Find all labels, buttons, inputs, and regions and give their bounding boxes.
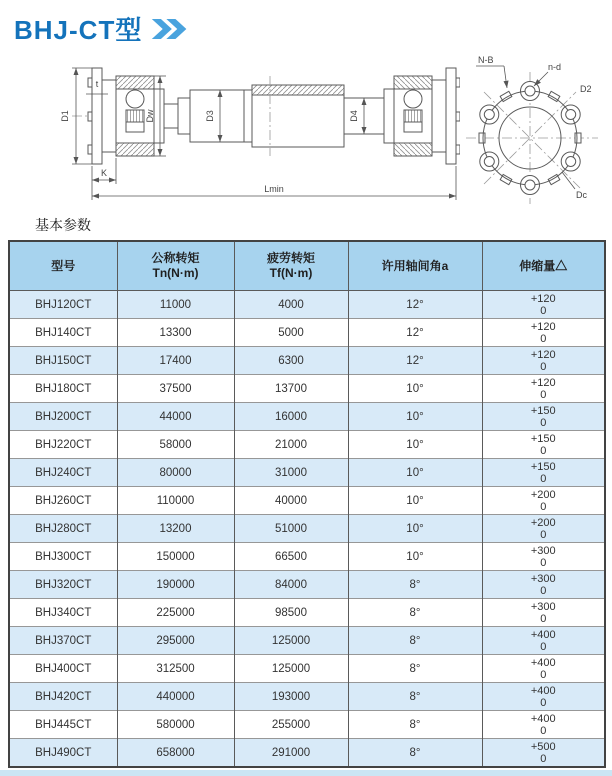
extension-lower: 0 <box>540 472 547 485</box>
cell-allowable-angle: 10° <box>348 543 482 571</box>
table-row <box>9 291 605 319</box>
cell-nominal-torque: 11000 <box>117 291 234 319</box>
cell-allowable-angle: 10° <box>348 431 482 459</box>
extension-upper: +120 <box>530 292 556 305</box>
dim-label-d4: D4 <box>349 110 359 122</box>
cell-nominal-torque: 58000 <box>117 431 234 459</box>
cell-allowable-angle: 8° <box>348 599 482 627</box>
cell-extension <box>482 431 605 459</box>
dim-label-nb: N-B <box>478 55 494 65</box>
cell-model: BHJ280CT <box>9 515 117 543</box>
cell-allowable-angle: 12° <box>348 291 482 319</box>
extension-upper: +120 <box>530 376 556 389</box>
extension-lower: 0 <box>540 556 547 569</box>
cell-extension <box>482 459 605 487</box>
cell-model: BHJ420CT <box>9 683 117 711</box>
extension-lower: 0 <box>540 640 547 653</box>
cell-fatigue-torque: 40000 <box>234 487 348 515</box>
extension-lower: 0 <box>540 500 547 513</box>
cell-model: BHJ370CT <box>9 627 117 655</box>
table-row <box>9 571 605 599</box>
cell-nominal-torque: 150000 <box>117 543 234 571</box>
cell-model: BHJ150CT <box>9 347 117 375</box>
cell-model: BHJ300CT <box>9 543 117 571</box>
cell-fatigue-torque: 98500 <box>234 599 348 627</box>
table-row <box>9 655 605 683</box>
dim-label-d2: D2 <box>580 84 592 94</box>
cell-allowable-angle: 8° <box>348 655 482 683</box>
cell-extension <box>482 655 605 683</box>
cell-model: BHJ260CT <box>9 487 117 515</box>
cell-extension <box>482 739 605 768</box>
table-row <box>9 627 605 655</box>
cell-extension <box>482 291 605 319</box>
table-row <box>9 431 605 459</box>
col-header-fatigue-torque-unit: Tf(N·m) <box>269 266 313 280</box>
params-table-head <box>9 241 605 291</box>
extension-lower: 0 <box>540 752 547 765</box>
extension-lower: 0 <box>540 360 547 373</box>
dim-label-lmin: Lmin <box>264 184 284 194</box>
dim-label-dc: Dc <box>576 190 587 200</box>
table-row <box>9 487 605 515</box>
extension-upper: +300 <box>530 544 556 557</box>
extension-lower: 0 <box>540 444 547 457</box>
title-row <box>14 10 190 47</box>
table-row <box>9 319 605 347</box>
cell-model: BHJ490CT <box>9 739 117 768</box>
extension-upper: +400 <box>530 628 556 641</box>
cell-fatigue-torque: 255000 <box>234 711 348 739</box>
col-header-nominal-torque-unit: Tn(N·m) <box>152 266 199 280</box>
table-row <box>9 515 605 543</box>
cell-fatigue-torque: 66500 <box>234 543 348 571</box>
col-header-model <box>9 241 117 291</box>
extension-lower: 0 <box>540 528 547 541</box>
dim-label-d1: D1 <box>60 110 70 122</box>
col-header-fatigue-torque <box>234 241 348 291</box>
cell-extension <box>482 571 605 599</box>
cell-extension <box>482 543 605 571</box>
table-row <box>9 347 605 375</box>
cell-nominal-torque: 37500 <box>117 375 234 403</box>
dim-label-t: t <box>95 79 99 89</box>
cell-model: BHJ180CT <box>9 375 117 403</box>
cell-extension <box>482 319 605 347</box>
cell-extension <box>482 599 605 627</box>
cell-nominal-torque: 312500 <box>117 655 234 683</box>
cell-allowable-angle: 10° <box>348 515 482 543</box>
cell-allowable-angle: 10° <box>348 487 482 515</box>
extension-upper: +200 <box>530 516 556 529</box>
cell-allowable-angle: 8° <box>348 711 482 739</box>
extension-lower: 0 <box>540 304 547 317</box>
cell-nominal-torque: 580000 <box>117 711 234 739</box>
cell-extension <box>482 487 605 515</box>
cell-extension <box>482 375 605 403</box>
technical-drawing <box>0 50 612 210</box>
extension-lower: 0 <box>540 612 547 625</box>
table-row <box>9 683 605 711</box>
cell-nominal-torque: 225000 <box>117 599 234 627</box>
extension-upper: +400 <box>530 712 556 725</box>
cell-extension <box>482 515 605 543</box>
col-header-fatigue-torque-label: 疲劳转矩 <box>266 251 315 265</box>
cell-allowable-angle: 10° <box>348 403 482 431</box>
table-row <box>9 739 605 768</box>
cell-model: BHJ340CT <box>9 599 117 627</box>
col-header-allowable-angle-label: 许用轴间角a <box>381 258 449 273</box>
extension-upper: +200 <box>530 488 556 501</box>
cell-fatigue-torque: 6300 <box>234 347 348 375</box>
cell-extension <box>482 683 605 711</box>
cell-fatigue-torque: 84000 <box>234 571 348 599</box>
cell-nominal-torque: 17400 <box>117 347 234 375</box>
dim-label-dw: Dw <box>145 109 155 123</box>
cell-nominal-torque: 80000 <box>117 459 234 487</box>
cell-allowable-angle: 12° <box>348 319 482 347</box>
cell-extension <box>482 347 605 375</box>
cell-allowable-angle: 8° <box>348 739 482 768</box>
cell-model: BHJ120CT <box>9 291 117 319</box>
extension-upper: +400 <box>530 656 556 669</box>
extension-lower: 0 <box>540 724 547 737</box>
dim-label-k: K <box>100 168 108 178</box>
bottom-strip <box>0 770 612 776</box>
cell-fatigue-torque: 16000 <box>234 403 348 431</box>
extension-upper: +500 <box>530 740 556 753</box>
cell-model: BHJ200CT <box>9 403 117 431</box>
cell-model: BHJ140CT <box>9 319 117 347</box>
extension-lower: 0 <box>540 584 547 597</box>
cell-fatigue-torque: 125000 <box>234 655 348 683</box>
cell-model: BHJ240CT <box>9 459 117 487</box>
extension-lower: 0 <box>540 668 547 681</box>
cell-nominal-torque: 13300 <box>117 319 234 347</box>
cell-fatigue-torque: 4000 <box>234 291 348 319</box>
cell-extension <box>482 627 605 655</box>
extension-lower: 0 <box>540 696 547 709</box>
right-joint <box>384 68 460 164</box>
cell-nominal-torque: 440000 <box>117 683 234 711</box>
cell-fatigue-torque: 291000 <box>234 739 348 768</box>
cell-fatigue-torque: 125000 <box>234 627 348 655</box>
extension-upper: +400 <box>530 684 556 697</box>
table-row <box>9 599 605 627</box>
col-header-allowable-angle <box>348 241 482 291</box>
cell-extension <box>482 403 605 431</box>
cell-fatigue-torque: 5000 <box>234 319 348 347</box>
cell-fatigue-torque: 21000 <box>234 431 348 459</box>
col-header-extension-label: 伸缩量△ <box>519 258 568 273</box>
cell-allowable-angle: 8° <box>348 571 482 599</box>
col-header-model-label: 型号 <box>51 258 76 273</box>
extension-upper: +150 <box>530 460 556 473</box>
cell-nominal-torque: 13200 <box>117 515 234 543</box>
table-row <box>9 459 605 487</box>
params-heading: 基本参数 <box>35 217 91 233</box>
table-row <box>9 543 605 571</box>
extension-lower: 0 <box>540 416 547 429</box>
double-chevron-right-icon <box>150 16 190 42</box>
table-row <box>9 375 605 403</box>
cell-nominal-torque: 190000 <box>117 571 234 599</box>
side-view-drawing <box>48 54 460 206</box>
extension-lower: 0 <box>540 332 547 345</box>
page-title: BHJ-CT型 <box>14 15 143 45</box>
cell-allowable-angle: 10° <box>348 375 482 403</box>
cell-model: BHJ220CT <box>9 431 117 459</box>
cell-nominal-torque: 658000 <box>117 739 234 768</box>
table-row <box>9 403 605 431</box>
end-view-drawing <box>458 50 608 212</box>
cell-fatigue-torque: 193000 <box>234 683 348 711</box>
extension-lower: 0 <box>540 388 547 401</box>
extension-upper: +300 <box>530 572 556 585</box>
col-header-extension <box>482 241 605 291</box>
extension-upper: +300 <box>530 600 556 613</box>
cell-nominal-torque: 295000 <box>117 627 234 655</box>
extension-upper: +120 <box>530 348 556 361</box>
cell-extension <box>482 711 605 739</box>
cell-nominal-torque: 110000 <box>117 487 234 515</box>
cell-fatigue-torque: 51000 <box>234 515 348 543</box>
extension-upper: +120 <box>530 320 556 333</box>
cell-model: BHJ320CT <box>9 571 117 599</box>
cell-fatigue-torque: 13700 <box>234 375 348 403</box>
cell-allowable-angle: 8° <box>348 683 482 711</box>
table-row <box>9 711 605 739</box>
cell-allowable-angle: 12° <box>348 347 482 375</box>
dim-label-nd: n-d <box>548 62 562 72</box>
extension-upper: +150 <box>530 404 556 417</box>
cell-allowable-angle: 10° <box>348 459 482 487</box>
params-table-body <box>9 291 605 768</box>
col-header-nominal-torque <box>117 241 234 291</box>
cell-allowable-angle: 8° <box>348 627 482 655</box>
cell-nominal-torque: 44000 <box>117 403 234 431</box>
col-header-nominal-torque-label: 公称转矩 <box>151 251 200 265</box>
cell-fatigue-torque: 31000 <box>234 459 348 487</box>
params-table <box>8 240 606 768</box>
cell-model: BHJ400CT <box>9 655 117 683</box>
dim-label-d3: D3 <box>205 110 215 122</box>
cell-model: BHJ445CT <box>9 711 117 739</box>
extension-upper: +150 <box>530 432 556 445</box>
